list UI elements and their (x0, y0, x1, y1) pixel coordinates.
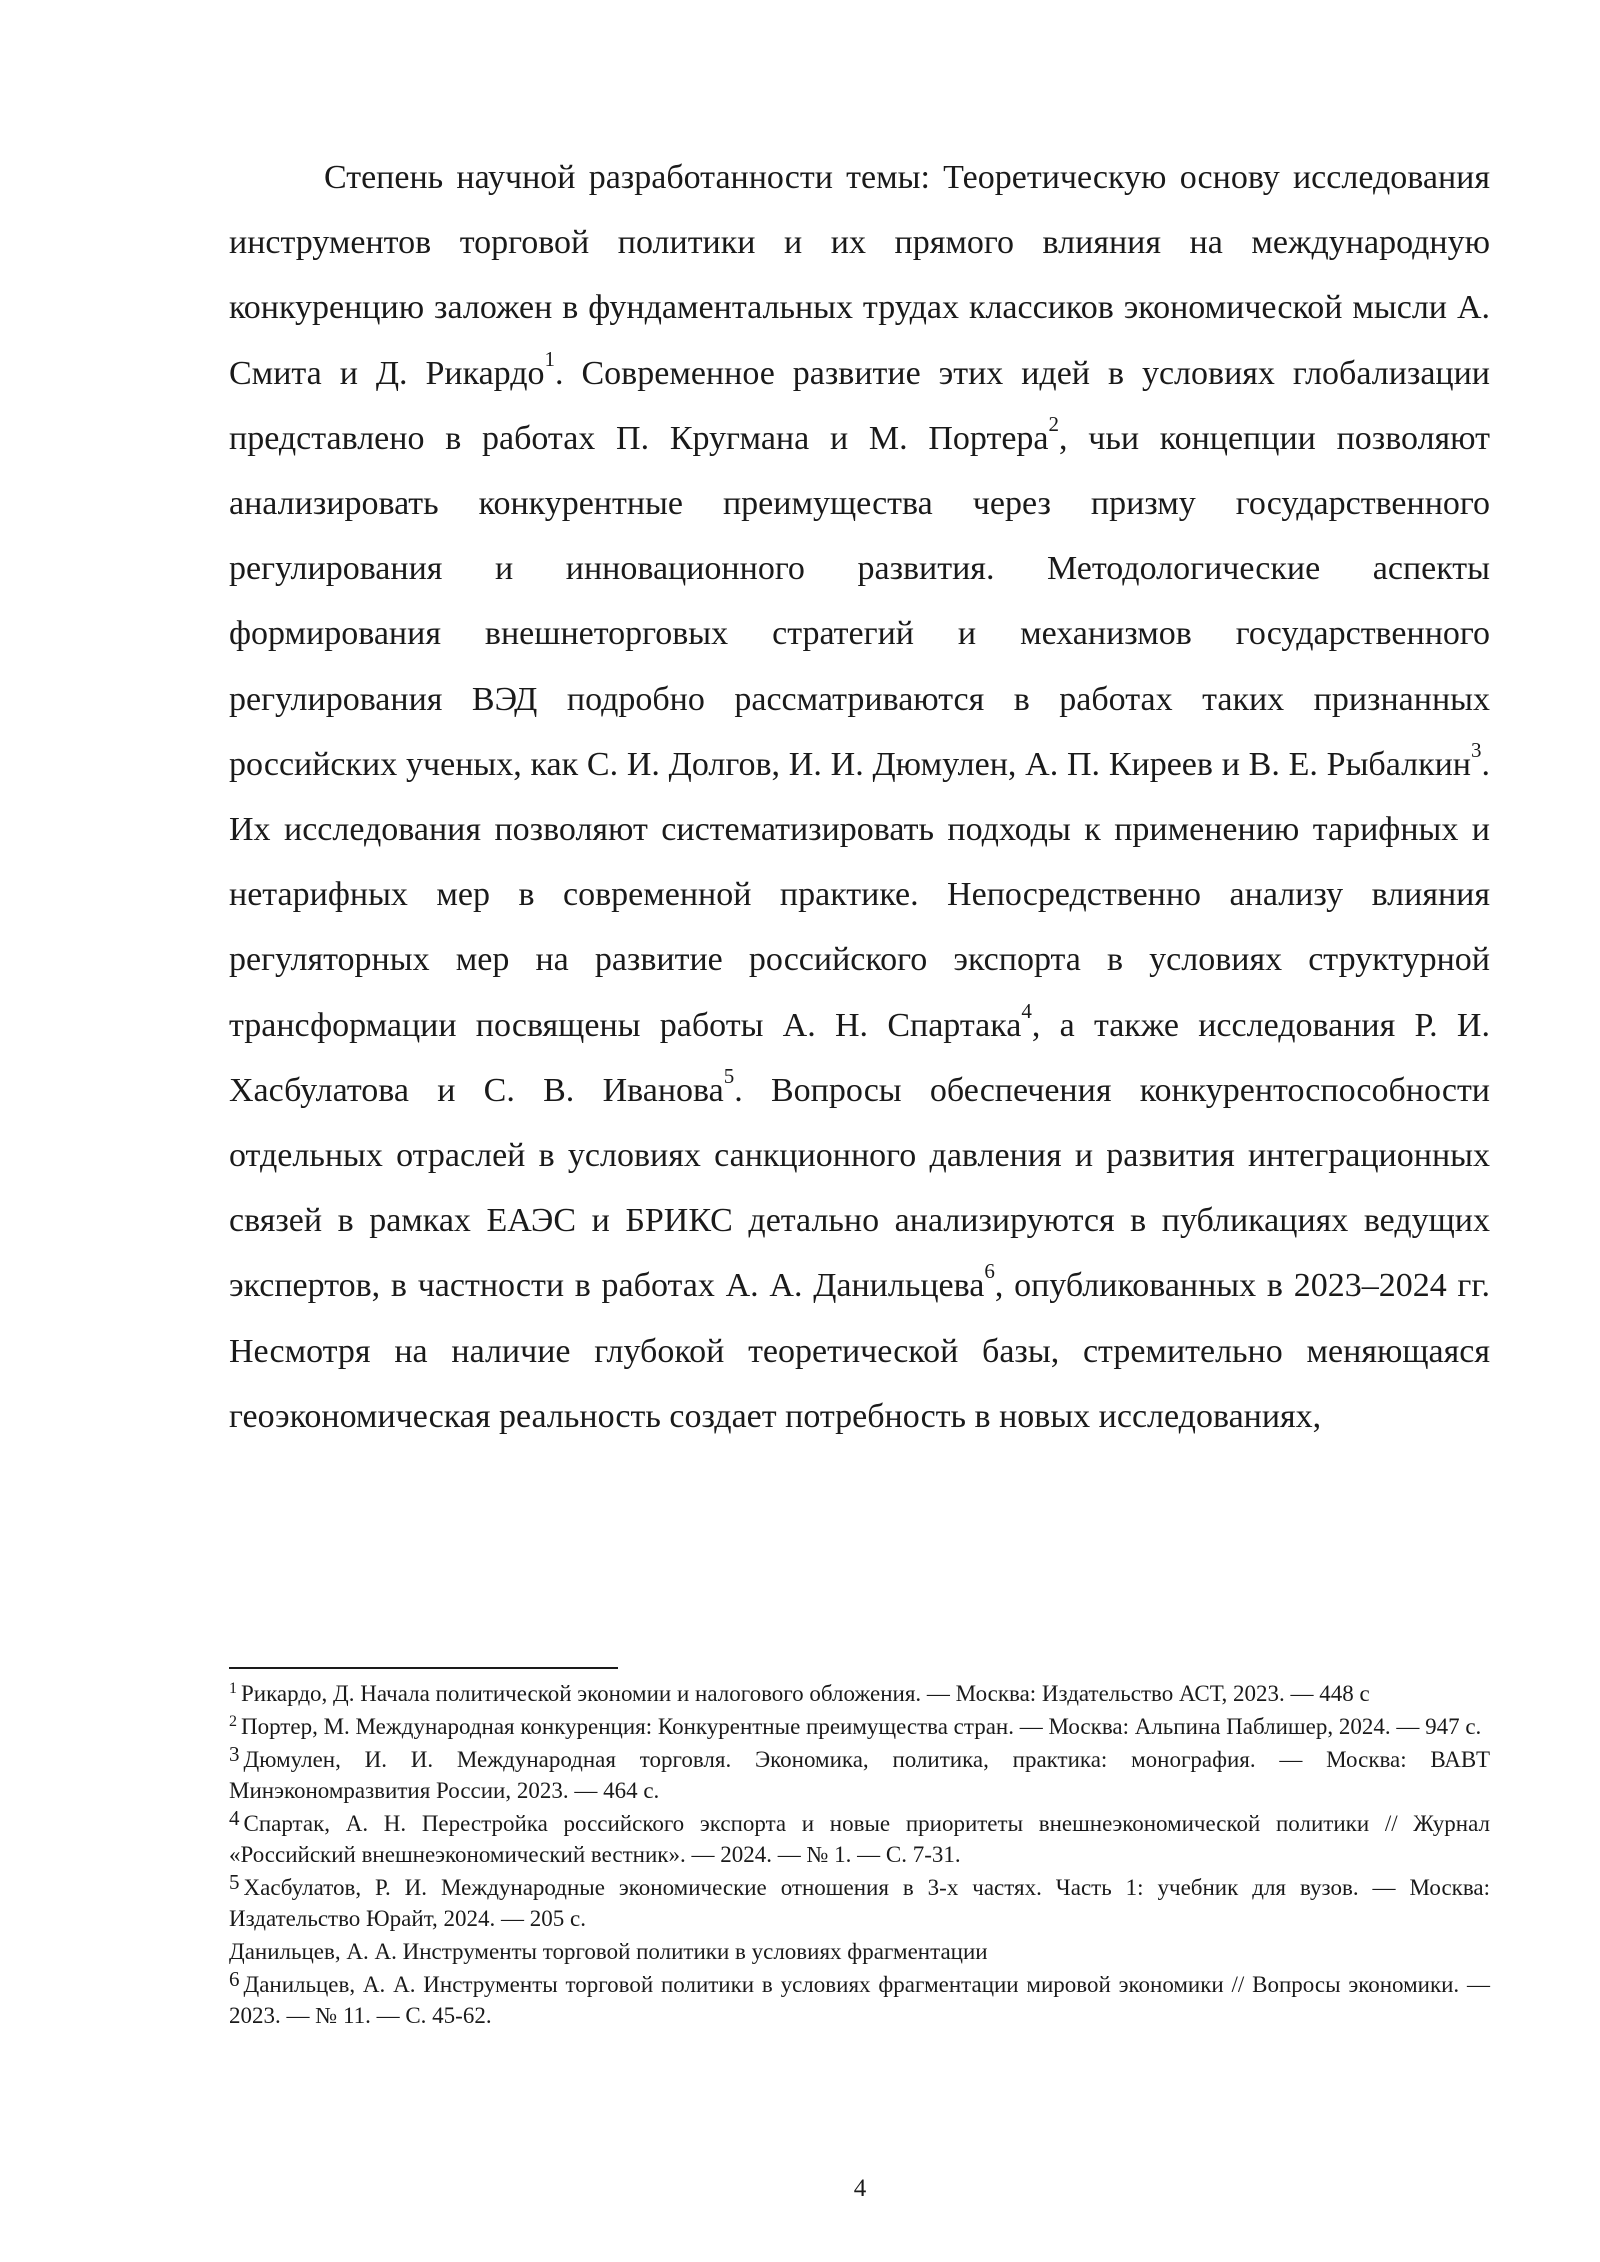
footnote-reference[interactable]: 1 (544, 346, 556, 371)
body-text-segment: . Вопросы обеспечения конкурентоспособности отдельных отраслей в условиях санкционного давления и развития интеграционных связей в рамках ЕАЭС и БРИКС детально анализируются в публикациях ведущих экспертов, в частности в работах А. А. Данильцева (229, 1071, 1490, 1305)
footnote-reference[interactable]: 4 (1021, 998, 1032, 1023)
footnote-text: Дюмулен, И. И. Международная торговля. Экономика, политика, практика: монография. — Москва: ВАВТ Минэкономразвития России, 2023. — 464 с. (229, 1747, 1490, 1803)
body-text-segment: Степень научной разработанности темы: Теоретическую основу исследования инструментов торговой политики и их прямого влияния на международную конкуренцию заложен в фундаментальных трудах классиков экономической мысли А. Смита и Д. Рикардо (229, 159, 1490, 392)
footnote-reference[interactable]: 5 (723, 1063, 735, 1088)
footnote-reference[interactable]: 3 (1471, 737, 1482, 762)
footnote-reference[interactable]: 2 (1048, 411, 1059, 436)
footnote-text: Спартак, А. Н. Перестройка российского экспорта и новые приоритеты внешнеэкономической политики // Журнал «Российский внешнеэкономический вестник». — 2024. — № 1. — С. 7-31. (229, 1811, 1490, 1867)
footnote-2 (229, 1711, 1490, 1742)
footnote-3 (229, 1744, 1490, 1806)
footnote-number: 5 (229, 1870, 240, 1894)
body-paragraph (229, 145, 1490, 1449)
footnote-text: Рикардо, Д. Начала политической экономии и налогового обложения. — Москва: Издательство АСТ, 2023. — 448 с (241, 1681, 1370, 1706)
footnote-text: Портер, М. Международная конкуренция: Конкурентные преимущества стран. — Москва: Альпина Паблишер, 2024. — 947 с. (241, 1714, 1482, 1739)
body-text-segment: , а также исследования Р. И. Хасбулатова и С. В. Иванова (229, 1006, 1490, 1109)
footnote-number: 3 (229, 1742, 240, 1766)
footnote-reference[interactable]: 6 (984, 1259, 995, 1284)
footnote-5 (229, 1872, 1490, 1934)
footnote-separator (229, 1667, 618, 1669)
footnote-number: 1 (229, 1680, 237, 1697)
page-number: 4 (853, 2175, 867, 2202)
footnote-number: 4 (229, 1806, 240, 1830)
footnote-stray-line (229, 1936, 1490, 1967)
footnotes-section (229, 1678, 1490, 2033)
footnote-6 (229, 1969, 1490, 2031)
footnote-1 (229, 1678, 1490, 1709)
body-text-segment: . Современное развитие этих идей в условиях глобализации представлено в работах П. Кругмана и М. Портера (229, 354, 1490, 457)
body-text-segment: , опубликованных в 2023–2024 гг. Несмотря на наличие глубокой теоретической базы, стремительно меняющаяся геоэкономическая реальность создает потребность в новых исследованиях, (229, 1267, 1490, 1435)
body-text-segment: , чьи концепции позволяют анализировать конкурентные преимущества через призму государственного регулирования и инновационного развития. Методологические аспекты формирования внешнеторговых стратегий и механизмов государственного регулирования ВЭД подробно рассматриваются в работах таких признанных российских ученых, как С. И. Долгов, И. И. Дюмулен, А. П. Киреев и В. Е. Рыбалкин (229, 419, 1490, 783)
footnote-4 (229, 1808, 1490, 1870)
footnote-text: Данильцев, А. А. Инструменты торговой политики в условиях фрагментации (229, 1939, 988, 1964)
footnote-text: Данильцев, А. А. Инструменты торговой политики в условиях фрагментации мировой экономики // Вопросы экономики. — 2023. — № 11. — С. 45-62. (229, 1972, 1490, 2028)
body-text-segment: . Их исследования позволяют систематизировать подходы к применению тарифных и нетарифных мер в современной практике. Непосредственно анализу влияния регуляторных мер на развитие российского экспорта в условиях структурной трансформации посвящены работы А. Н. Спартака (229, 745, 1490, 1044)
footnote-number: 6 (229, 1967, 240, 1991)
footnote-text: Хасбулатов, Р. И. Международные экономические отношения в 3-х частях. Часть 1: учебник для вузов. — Москва: Издательство Юрайт, 2024. — 205 с. (229, 1875, 1490, 1931)
footnote-number: 2 (229, 1713, 237, 1730)
